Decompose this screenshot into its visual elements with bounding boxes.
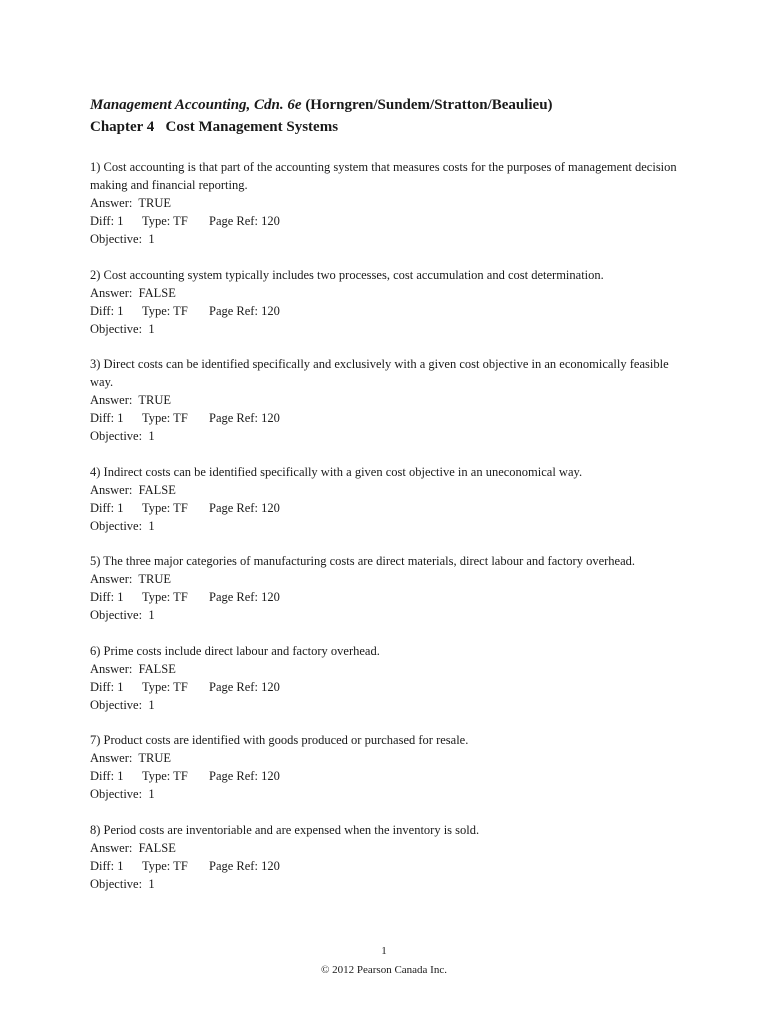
answer-line: Answer: TRUE bbox=[90, 393, 172, 407]
difficulty: Diff: 1 bbox=[90, 214, 124, 228]
page-ref: Page Ref: 120 bbox=[209, 411, 280, 425]
question-item bbox=[90, 463, 690, 535]
question-type: Type: TF bbox=[142, 858, 188, 873]
question-item bbox=[90, 158, 690, 248]
objective-line: Objective: 1 bbox=[90, 697, 155, 712]
difficulty: Diff: 1 bbox=[90, 303, 124, 318]
difficulty: Diff: 1 bbox=[90, 411, 124, 425]
answer-line: Answer: TRUE bbox=[90, 751, 172, 765]
meta-line bbox=[90, 409, 690, 427]
page-ref: Page Ref: 120 bbox=[209, 590, 280, 604]
objective-line: Objective: 1 bbox=[90, 232, 155, 246]
meta-line bbox=[90, 588, 690, 606]
difficulty: Diff: 1 bbox=[90, 500, 124, 515]
question-text: 6) Prime costs include direct labour and factory overhead. bbox=[90, 643, 380, 658]
page-ref: Page Ref: 120 bbox=[209, 214, 280, 228]
answer-line: Answer: FALSE bbox=[90, 285, 176, 300]
objective-line: Objective: 1 bbox=[90, 787, 155, 801]
difficulty: Diff: 1 bbox=[90, 769, 124, 783]
difficulty: Diff: 1 bbox=[90, 679, 124, 694]
meta-line bbox=[90, 302, 690, 320]
document-header bbox=[90, 94, 553, 138]
meta-line bbox=[90, 499, 690, 517]
difficulty: Diff: 1 bbox=[90, 590, 124, 604]
difficulty: Diff: 1 bbox=[90, 858, 124, 873]
meta-line bbox=[90, 678, 690, 696]
question-text: 2) Cost accounting system typically includes two processes, cost accumulation and cost determination. bbox=[90, 267, 604, 282]
question-text: 4) Indirect costs can be identified specifically with a given cost objective in an uneconomical way. bbox=[90, 464, 583, 479]
question-text: 7) Product costs are identified with goods produced or purchased for resale. bbox=[90, 733, 469, 747]
objective-line: Objective: 1 bbox=[90, 518, 155, 533]
objective-line: Objective: 1 bbox=[90, 429, 155, 443]
question-text: 1) Cost accounting is that part of the accounting system that measures costs for the purposes of management decision making and financial reporting. bbox=[90, 160, 677, 192]
question-text: 5) The three major categories of manufacturing costs are direct materials, direct labour and factory overhead. bbox=[90, 554, 636, 568]
page-ref: Page Ref: 120 bbox=[209, 769, 280, 783]
question-item bbox=[90, 731, 690, 803]
question-text: 8) Period costs are inventoriable and are expensed when the inventory is sold. bbox=[90, 822, 480, 837]
question-type: Type: TF bbox=[142, 303, 188, 318]
page-number: 1 bbox=[381, 945, 387, 957]
meta-line bbox=[90, 857, 690, 875]
meta-line bbox=[90, 212, 690, 230]
question-item bbox=[90, 552, 690, 624]
question-type: Type: TF bbox=[142, 411, 188, 425]
answer-line: Answer: TRUE bbox=[90, 196, 172, 210]
question-text: 3) Direct costs can be identified specifically and exclusively with a given cost objective in an economically feasible way. bbox=[90, 357, 669, 389]
book-title-line bbox=[90, 94, 553, 116]
objective-line: Objective: 1 bbox=[90, 876, 155, 891]
answer-line: Answer: FALSE bbox=[90, 482, 176, 497]
copyright-notice: © 2012 Pearson Canada Inc. bbox=[321, 964, 447, 976]
question-type: Type: TF bbox=[142, 590, 188, 604]
page-ref: Page Ref: 120 bbox=[209, 679, 280, 694]
objective-line: Objective: 1 bbox=[90, 608, 155, 622]
question-item bbox=[90, 355, 690, 445]
page-ref: Page Ref: 120 bbox=[209, 303, 280, 318]
objective-line: Objective: 1 bbox=[90, 321, 155, 336]
answer-line: Answer: FALSE bbox=[90, 661, 176, 676]
page-ref: Page Ref: 120 bbox=[209, 500, 280, 515]
question-type: Type: TF bbox=[142, 500, 188, 515]
page-ref: Page Ref: 120 bbox=[209, 858, 280, 873]
question-type: Type: TF bbox=[142, 679, 188, 694]
book-title: Management Accounting, Cdn. 6e bbox=[90, 97, 302, 113]
answer-line: Answer: FALSE bbox=[90, 840, 176, 855]
question-type: Type: TF bbox=[142, 769, 188, 783]
question-list bbox=[90, 158, 690, 910]
question-item bbox=[90, 821, 690, 893]
meta-line bbox=[90, 767, 690, 785]
question-item bbox=[90, 266, 690, 338]
book-authors: (Horngren/Sundem/Stratton/Beaulieu) bbox=[305, 97, 553, 113]
answer-line: Answer: TRUE bbox=[90, 572, 172, 586]
chapter-title: Chapter 4 Cost Management Systems bbox=[90, 119, 339, 135]
question-type: Type: TF bbox=[142, 214, 188, 228]
question-item bbox=[90, 642, 690, 714]
